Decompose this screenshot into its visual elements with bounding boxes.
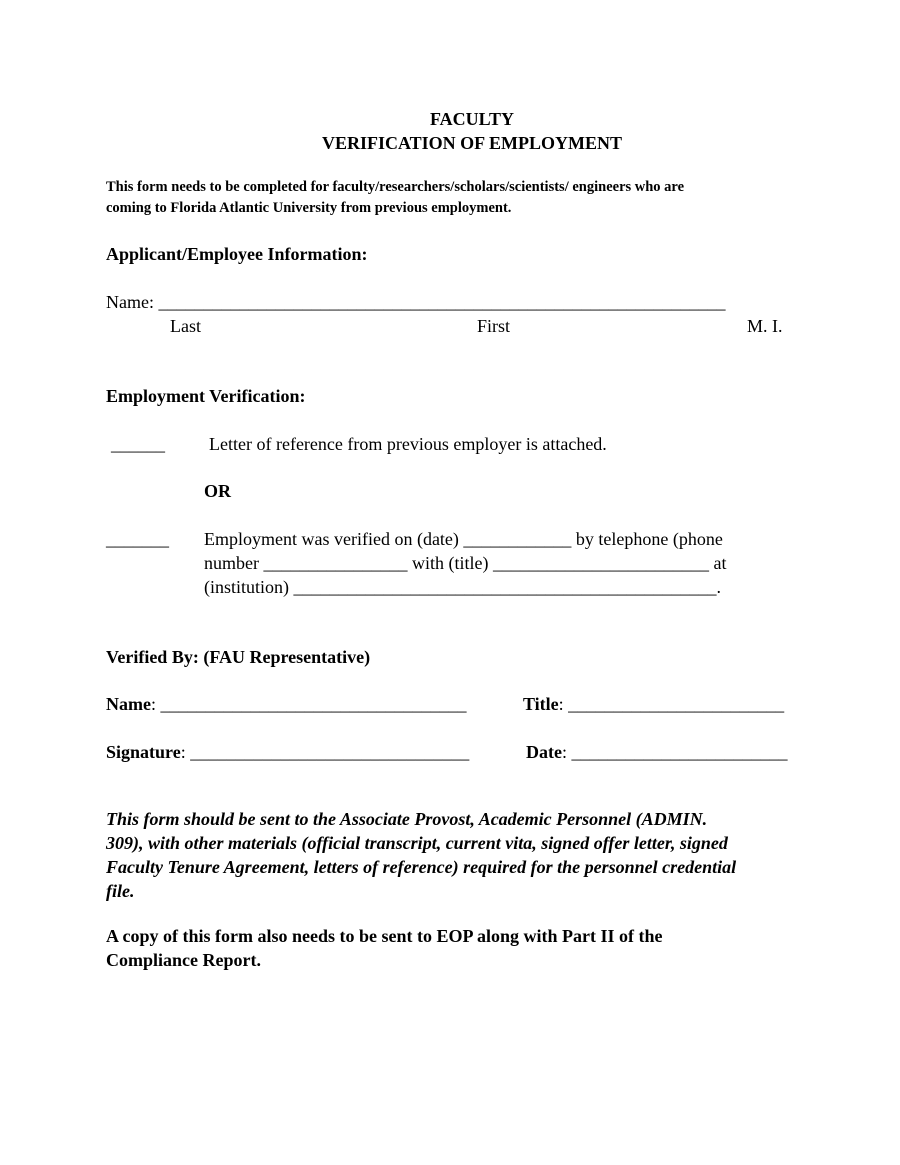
form-title-line2: VERIFICATION OF EMPLOYMENT	[321, 133, 622, 153]
instructions-note-line3: Faculty Tenure Agreement, letters of reference) required for the personnel credential	[106, 857, 737, 877]
verifier-title-row	[523, 695, 784, 713]
verifier-name-label: Name	[106, 694, 151, 714]
intro-text-line2: coming to Florida Atlantic University from previous employment.	[106, 200, 512, 216]
option2-text-line3: (institution) _______________________________________________.	[204, 577, 721, 597]
signature-field[interactable]: : _______________________________	[180, 742, 470, 762]
first-name-label: First	[477, 316, 511, 336]
option2-text-line2: number ________________ with (title) ________________________ at	[204, 553, 727, 573]
applicant-heading: Applicant/Employee Information:	[106, 244, 368, 264]
date-label: Date	[526, 742, 562, 762]
middle-initial-label: M. I.	[747, 316, 783, 336]
instructions-note-line1: This form should be sent to the Associate Provost, Academic Personnel (ADMIN.	[106, 809, 708, 829]
intro-text-line1: This form needs to be completed for faculty/researchers/scholars/scientists/ engineers who are	[106, 179, 685, 195]
applicant-name-field[interactable]: Name: _______________________________________________________________	[106, 292, 726, 312]
verifier-name-row	[106, 695, 467, 713]
copy-notice-line1: A copy of this form also needs to be sent to EOP along with Part II of the	[106, 926, 663, 946]
option2-text-line1: Employment was verified on (date) ____________ by telephone (phone	[204, 529, 723, 549]
date-row	[526, 743, 788, 761]
verifier-title-field[interactable]: : ________________________	[558, 694, 785, 714]
option2-check-blank[interactable]: _______	[106, 529, 169, 549]
or-label: OR	[204, 481, 231, 501]
verifier-name-field[interactable]: : __________________________________	[150, 694, 467, 714]
date-field[interactable]: : ________________________	[561, 742, 788, 762]
verifier-title-label: Title	[523, 694, 559, 714]
last-name-label: Last	[170, 316, 201, 336]
signature-row	[106, 743, 469, 761]
signature-label: Signature	[106, 742, 181, 762]
verified-by-heading: Verified By: (FAU Representative)	[106, 647, 371, 667]
instructions-note-line4: file.	[106, 881, 135, 901]
instructions-note-line2: 309), with other materials (official transcript, current vita, signed offer letter, signed	[106, 833, 728, 853]
option1-text: Letter of reference from previous employer is attached.	[209, 434, 607, 454]
copy-notice-line2: Compliance Report.	[106, 950, 261, 970]
option1-check-blank[interactable]: ______	[111, 434, 165, 454]
form-title-line1: FACULTY	[429, 109, 514, 129]
employment-heading: Employment Verification:	[106, 386, 306, 406]
